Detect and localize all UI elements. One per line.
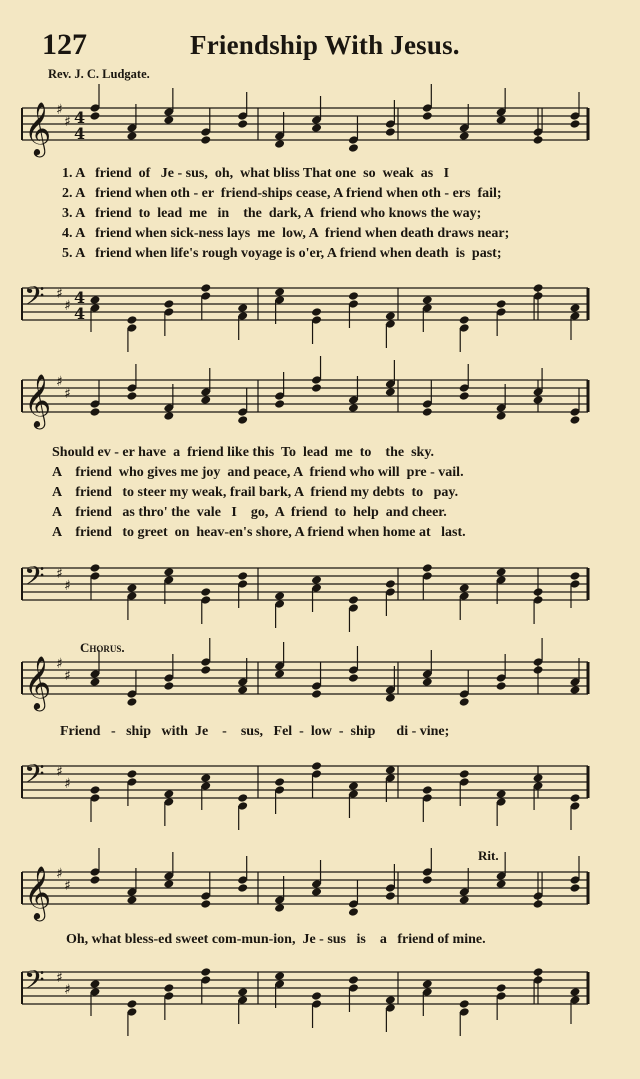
sharp-icon: ♯ [56,970,63,986]
lyric-verse-2-part1: 2. A friend when oth - er friend-ships cease, A friend when oth - ers fail; [62,186,502,201]
rit-label: Rit. [478,848,499,863]
sharp-icon: ♯ [56,866,63,882]
sharp-icon: ♯ [64,982,71,998]
lyric-final: Oh, what bless-ed sweet com-mun-ion, Je - sus is a friend of mine. [66,932,486,947]
bass-clef-icon: 𝄢 [24,280,45,318]
sharp-icon: ♯ [64,386,71,402]
sharp-icon: ♯ [56,102,63,118]
lyric-verse-2-part2: A friend who gives me joy and peace, A friend who will pre - vail. [52,465,464,480]
sharp-icon: ♯ [56,764,63,780]
sharp-icon: ♯ [64,578,71,594]
lyric-verse-4-part1: 4. A friend when sick-ness lays me low, A friend when death draws near; [62,226,510,241]
lyric-verse-3-part1: 3. A friend to lead me in the dark, A friend who knows the way; [62,206,482,221]
lyric-verse-1-part1: 1. A friend of Je - sus, oh, what bliss That one so weak as I [62,166,450,181]
sharp-icon: ♯ [56,656,63,672]
sharp-icon: ♯ [64,114,71,130]
hymn-title: Friendship With Jesus. [190,30,460,60]
treble-clef-icon: 𝄞 [24,101,52,155]
hymn-number: 127 [42,28,87,61]
sharp-icon: ♯ [64,298,71,314]
bass-staff-3 [0,756,640,826]
bass-clef-icon: 𝄢 [24,758,45,796]
bass-clef-icon: 𝄢 [24,560,45,598]
svg-text:4: 4 [74,304,86,323]
sharp-icon: ♯ [64,776,71,792]
lyric-verse-1-part2: Should ev - er have a friend like this To lead me to the sky. [52,445,435,460]
svg-text:4: 4 [74,124,86,143]
svg-text:4: 4 [74,108,86,127]
sharp-icon: ♯ [64,668,71,684]
bass-staff-4 [0,962,640,1032]
treble-clef-icon: 𝄞 [24,373,52,427]
lyric-verse-5-part1: 5. A friend when life's rough voyage is o'er, A friend when death is past; [62,246,502,261]
sharp-icon: ♯ [56,566,63,582]
lyric-verse-3-part2: A friend to steer my weak, frail bark, A friend my debts to pay. [52,485,459,500]
treble-staff-4 [0,862,640,932]
sharp-icon: ♯ [64,878,71,894]
svg-text:4: 4 [74,288,86,307]
lyric-verse-5-part2: A friend to greet on heav-en's shore, A friend when home at last. [52,525,466,540]
bass-staff-2 [0,558,640,628]
treble-clef-icon: 𝄞 [24,655,52,709]
bass-clef-icon: 𝄢 [24,964,45,1002]
hymn-author: Rev. J. C. Ludgate. [48,67,150,81]
chorus-label: Chorus. [80,640,125,655]
treble-staff-1 [0,98,640,168]
treble-staff-2 [0,370,640,440]
sharp-icon: ♯ [56,286,63,302]
treble-clef-icon: 𝄞 [24,865,52,919]
sharp-icon: ♯ [56,374,63,390]
treble-staff-3 [0,652,640,722]
lyric-chorus: Friend - ship with Je - sus, Fel - low - ship di - vine; [60,724,450,739]
lyric-verse-4-part2: A friend as thro' the vale I go, A friend to help and cheer. [52,505,447,520]
bass-staff-1 [0,278,640,348]
